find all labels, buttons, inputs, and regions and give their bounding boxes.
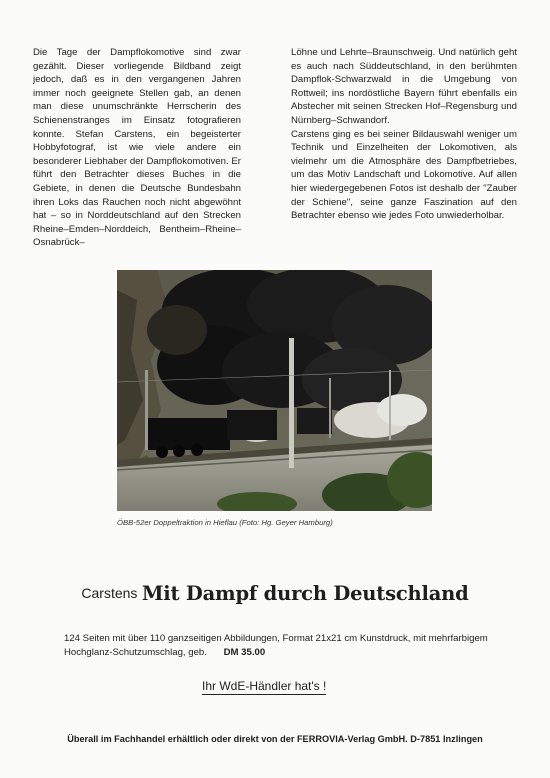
- intro-paragraph: Löhne und Lehrte–Braunschweig. Und natürlich geht es auch nach Süddeutschland, in den berühmten Dampflok-Schwarzwald in die Umgebung von Rottweil; ins nordöstliche Bayern führt ebenfalls ein Abstecher mit seinen Strecken Hof–Regensburg und Nürnberg–Schwandorf.: [291, 47, 517, 126]
- photo-caption: ÖBB-52er Doppeltraktion in Hieflau (Foto: Hg. Geyer Hamburg): [117, 518, 333, 527]
- book-title-line: [0, 582, 550, 605]
- intro-paragraph: Carstens ging es bei seiner Bildauswahl weniger um Technik und Einzelheiten der Lokomotiven, als vielmehr um die Atmosphäre des Dampfbetriebes, um das Motiv Landschaft und Lokomotive. Auf allen hier wiedergegebenen Fotos ist deshalb der "Zauber der Schiene", seine ganze Faszination auf den Betrachter ebenso wie jedes Foto unwiederholbar.: [291, 128, 517, 222]
- book-description: 124 Seiten mit über 110 ganzseitigen Abbildungen, Format 21x21 cm Kunstdruck, mit mehrfarbigem Hochglanz-Schutzumschlag, geb.: [64, 633, 488, 658]
- intro-left-column: [33, 46, 241, 250]
- book-description-block: [64, 632, 504, 659]
- photo-illustration: [117, 270, 432, 511]
- book-title: Mit Dampf durch Deutschland: [141, 582, 469, 605]
- dealer-note: Ihr WdE-Händler hat's !: [202, 679, 327, 693]
- book-author: Carstens: [81, 585, 138, 601]
- intro-right-column: [291, 46, 517, 223]
- publisher-footer: Überall im Fachhandel erhältlich oder direkt von der FERROVIA-Verlag GmbH. D-7851 Inzlingen: [67, 734, 483, 744]
- book-price: DM 35.00: [223, 646, 266, 658]
- steam-locomotive-photo: [117, 270, 432, 511]
- intro-paragraph: Die Tage der Dampflokomotive sind zwar gezählt. Dieser vorliegende Bildband zeigt jedoch, daß es in den vergangenen Jahren immer noch geeignete Stellen gab, an denen man diese unumschränkte Herrscherin des Schienenstranges im Einsatz fotografieren konnte. Stefan Carstens, ein begeisterter Hobbyfotograf, ist wie viele andere ein besonderer Liebhaber der Dampflokomotiven. Er führt den Betrachter dieses Buches in die Gebiete, in denen die Deutsche Bundesbahn ihren Loks das Rauchen noch nicht abgewöhnt hat – so in Norddeutschland auf den Strecken Rheine–Emden–Norddeich, Bentheim–Rheine–Osnabrück–: [33, 47, 241, 249]
